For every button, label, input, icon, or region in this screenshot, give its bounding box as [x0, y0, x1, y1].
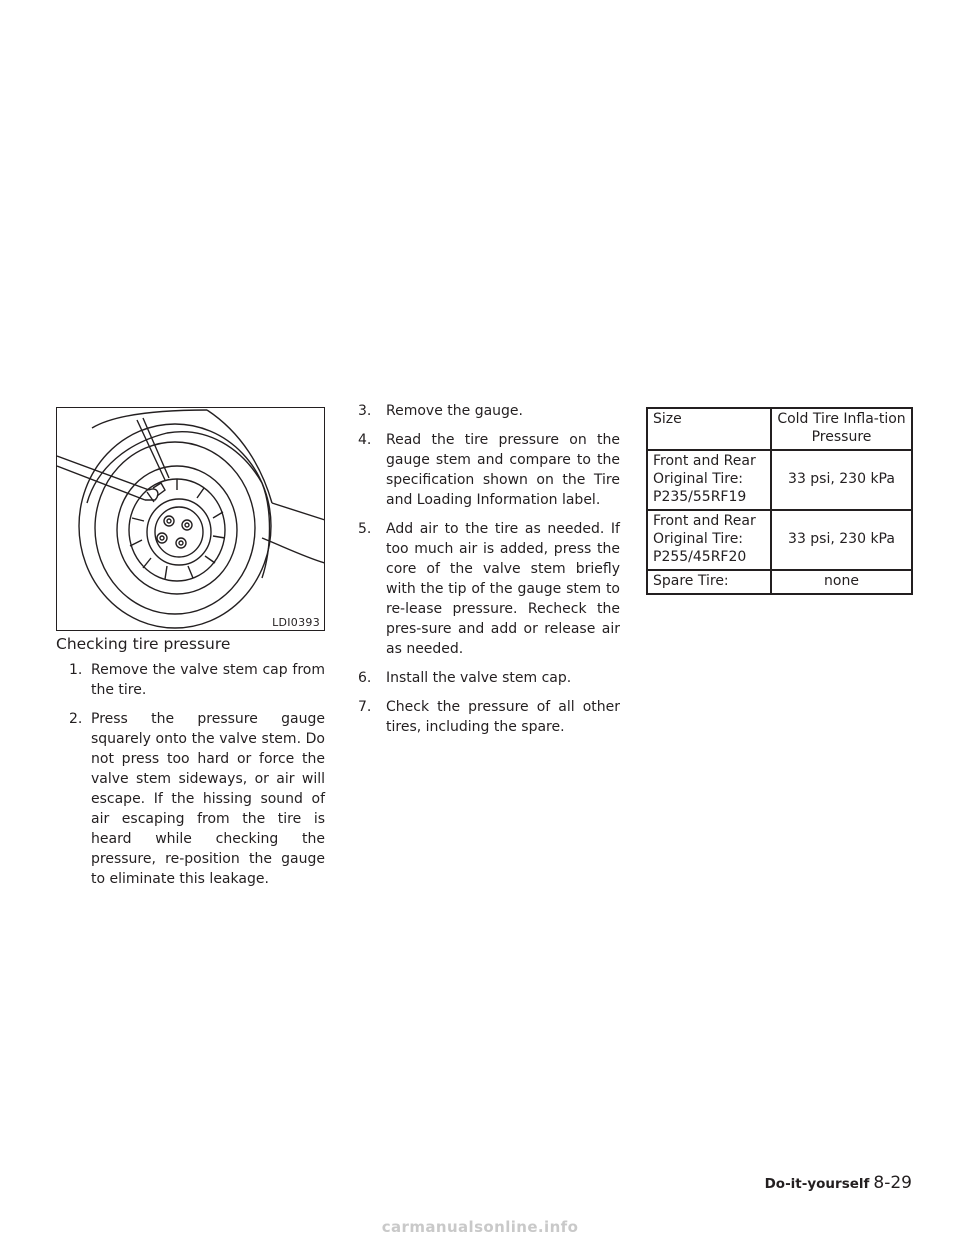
step-number: 7.: [358, 699, 372, 715]
list-item: [69, 709, 325, 889]
step-number: 3.: [358, 403, 372, 419]
tire-gauge-figure: [56, 407, 325, 631]
list-item: [69, 660, 325, 700]
list-item: [358, 401, 620, 421]
step-number: 1.: [69, 662, 83, 678]
table-header-pressure: Cold Tire Infla-tion Pressure: [771, 408, 912, 450]
step-number: 4.: [358, 432, 372, 448]
watermark-text: carmanualsonline.info: [381, 1218, 579, 1236]
step-number: 6.: [358, 670, 372, 686]
step-text: Check the pressure of all other tires, including the spare.: [386, 699, 620, 735]
page-number: 8-29: [873, 1173, 912, 1193]
table-cell-size: Front and Rear Original Tire: P235/55RF19: [647, 450, 771, 510]
table-cell-pressure: 33 psi, 230 kPa: [771, 450, 912, 510]
step-text: Press the pressure gauge squarely onto the valve stem. Do not press too hard or force the valve stem sideways, or air will escape. If the hissing sound of air escaping from the tire is heard while checking the pressure, re-position the gauge to eliminate this leakage.: [91, 711, 325, 887]
table-row: [647, 570, 912, 594]
list-item: [358, 697, 620, 737]
step-text: Remove the gauge.: [386, 403, 523, 419]
step-text: Read the tire pressure on the gauge stem and compare to the specification shown on the Tire and Loading Information label.: [386, 432, 620, 508]
step-number: 2.: [69, 711, 83, 727]
step-text: Add air to the tire as needed. If too much air is added, press the core of the valve stem briefly with the tip of the gauge stem to re-lease pressure. Recheck the pres-sure and add or release air as needed.: [386, 521, 620, 657]
table-header-size: Size: [647, 408, 771, 450]
table-row: [647, 450, 912, 510]
tire-pressure-gauge-illustration: [57, 408, 325, 631]
steps-list-left: [69, 660, 325, 898]
steps-list-right: [358, 401, 620, 746]
section-heading: Checking tire pressure: [56, 635, 231, 653]
table-cell-size: Front and Rear Original Tire: P255/45RF20: [647, 510, 771, 570]
table-cell-pressure: 33 psi, 230 kPa: [771, 510, 912, 570]
step-text: Remove the valve stem cap from the tire.: [91, 662, 325, 698]
list-item: [358, 430, 620, 510]
footer-section-name: Do-it-yourself: [764, 1176, 870, 1192]
step-number: 5.: [358, 521, 372, 537]
table-cell-size: Spare Tire:: [647, 570, 771, 594]
figure-code: LDI0393: [272, 616, 320, 629]
page-footer: [765, 1173, 912, 1193]
table-header-row: [647, 408, 912, 450]
tire-pressure-table: [646, 407, 913, 595]
step-text: Install the valve stem cap.: [386, 670, 572, 686]
table-cell-pressure: none: [771, 570, 912, 594]
list-item: [358, 668, 620, 688]
table-row: [647, 510, 912, 570]
list-item: [358, 519, 620, 659]
